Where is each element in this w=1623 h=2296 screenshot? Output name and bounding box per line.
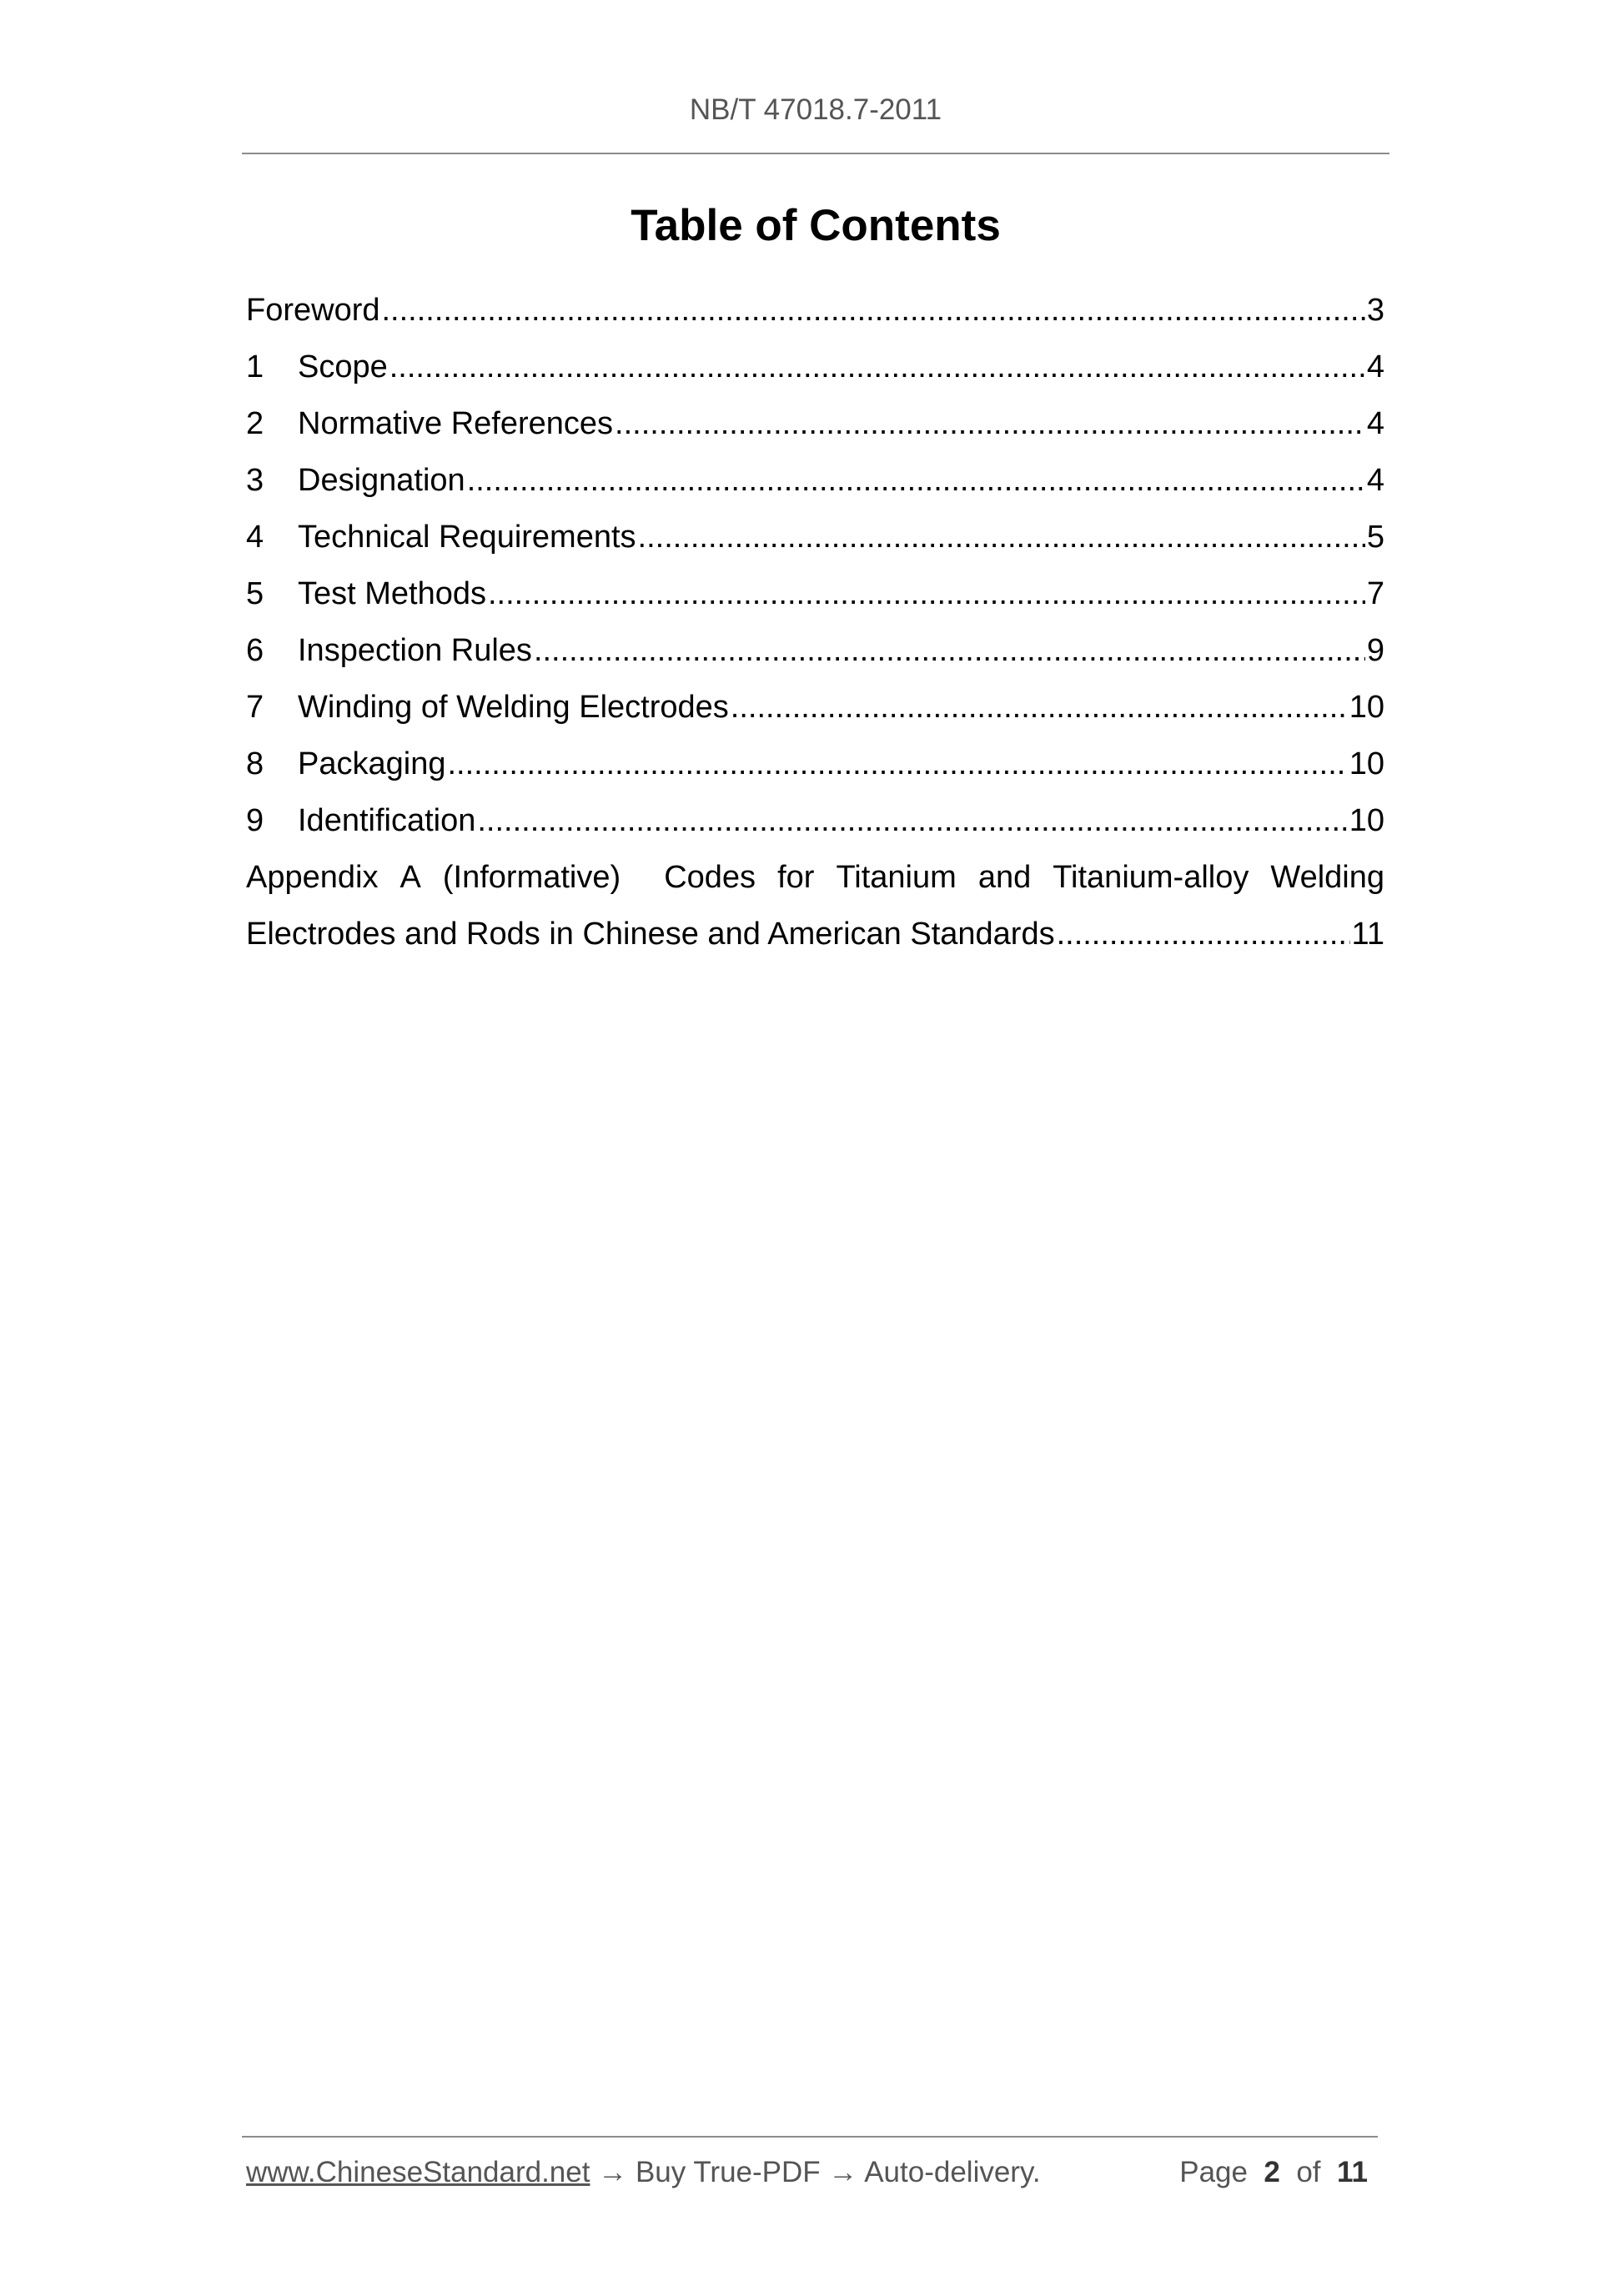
toc-entry-label: Electrodes and Rods in Chinese and American Standards [246, 917, 1055, 952]
toc-entry-scope[interactable] [246, 339, 1384, 395]
toc-entry-number: 2 [246, 406, 264, 441]
toc-entry-number: 5 [246, 576, 264, 611]
toc-entry-appendix-a[interactable] [246, 849, 1384, 962]
appendix-word: A [399, 860, 421, 895]
toc-entry-page: 4 [1366, 406, 1384, 441]
toc-entry-number: 7 [246, 690, 264, 725]
appendix-word: and [977, 860, 1032, 895]
toc-leader-dots [731, 679, 1348, 736]
toc-entry-page: 4 [1366, 349, 1384, 384]
toc-entry-page: 10 [1349, 690, 1384, 725]
toc-entry-page: 9 [1366, 633, 1384, 668]
toc-entry-page: 11 [1351, 917, 1384, 952]
toc-leader-dots [382, 282, 1365, 339]
appendix-word: Titanium [836, 860, 957, 895]
toc-entry-page: 4 [1366, 463, 1384, 498]
toc-entry-label: Packaging [298, 746, 446, 781]
toc-entry-packaging[interactable] [246, 736, 1384, 792]
toc-entry-label: Inspection Rules [298, 633, 532, 668]
appendix-word: for [777, 860, 815, 895]
appendix-word: (Informative) [442, 860, 621, 895]
toc-entry-page: 7 [1366, 576, 1384, 611]
toc-entry-number: 8 [246, 746, 264, 781]
toc-entry-page: 5 [1366, 520, 1384, 555]
toc-leader-dots [534, 622, 1365, 679]
toc-entry-number: 4 [246, 520, 264, 555]
toc-entry-label: Technical Requirements [298, 520, 636, 555]
toc-entry-test-methods[interactable] [246, 565, 1384, 622]
toc-leader-dots [638, 509, 1365, 565]
delivery-text: Auto-delivery. [864, 2156, 1041, 2188]
toc-entry-designation[interactable] [246, 452, 1384, 509]
arrow-right-icon: → [598, 2156, 628, 2188]
toc-entry-inspection-rules[interactable] [246, 622, 1384, 679]
toc-entry-label: Test Methods [298, 576, 486, 611]
toc-entry-label: Scope [298, 349, 388, 384]
toc-entry-normative-references[interactable] [246, 395, 1384, 452]
appendix-title-continuation [246, 906, 1384, 962]
appendix-word: Welding [1270, 860, 1384, 895]
appendix-title-line [246, 849, 1384, 906]
page-total: 11 [1337, 2156, 1368, 2188]
toc-entry-number: 3 [246, 463, 264, 498]
toc-entry-foreword[interactable] [246, 282, 1384, 339]
toc-leader-dots [615, 395, 1365, 452]
appendix-word: Codes [664, 860, 756, 895]
footer-promo [246, 2156, 1041, 2189]
toc-entry-label: Designation [298, 463, 465, 498]
toc-entry-page: 3 [1366, 293, 1384, 328]
toc-leader-dots [477, 792, 1347, 849]
toc-entry-page: 10 [1349, 746, 1384, 781]
toc-entry-winding-of-welding-electrodes[interactable] [246, 679, 1384, 736]
toc-leader-dots [447, 736, 1347, 792]
toc-title: Table of Contents [631, 201, 1001, 250]
toc-entry-label: Identification [298, 803, 476, 838]
toc-entry-technical-requirements[interactable] [246, 509, 1384, 565]
website-link[interactable]: www.ChineseStandard.net [246, 2156, 590, 2188]
appendix-word: Titanium-alloy [1053, 860, 1249, 895]
arrow-right-icon: → [828, 2156, 858, 2188]
of-word: of [1296, 2156, 1321, 2188]
page-number [1179, 2156, 1368, 2189]
toc-entry-label: Winding of Welding Electrodes [298, 690, 729, 725]
toc-entry-number: 1 [246, 349, 264, 384]
header-rule [242, 153, 1389, 154]
toc-leader-dots [488, 565, 1365, 622]
toc-entry-identification[interactable] [246, 792, 1384, 849]
footer-rule [242, 2136, 1378, 2138]
toc-leader-dots [389, 339, 1365, 395]
page-footer [246, 2156, 1378, 2189]
page-header: NB/T 47018.7-2011 [689, 93, 942, 126]
buy-text: Buy True-PDF [635, 2156, 821, 2188]
toc-entry-label: Foreword [246, 293, 380, 328]
toc-entry-page: 10 [1349, 803, 1384, 838]
toc-entry-number: 6 [246, 633, 264, 668]
page-word: Page [1179, 2156, 1248, 2188]
toc-leader-dots [1057, 906, 1350, 962]
toc-entry-label: Normative References [298, 406, 614, 441]
page-current: 2 [1264, 2156, 1280, 2188]
table-of-contents [246, 282, 1384, 962]
toc-leader-dots [467, 452, 1365, 509]
appendix-word: Appendix [246, 860, 379, 895]
toc-entry-number: 9 [246, 803, 264, 838]
